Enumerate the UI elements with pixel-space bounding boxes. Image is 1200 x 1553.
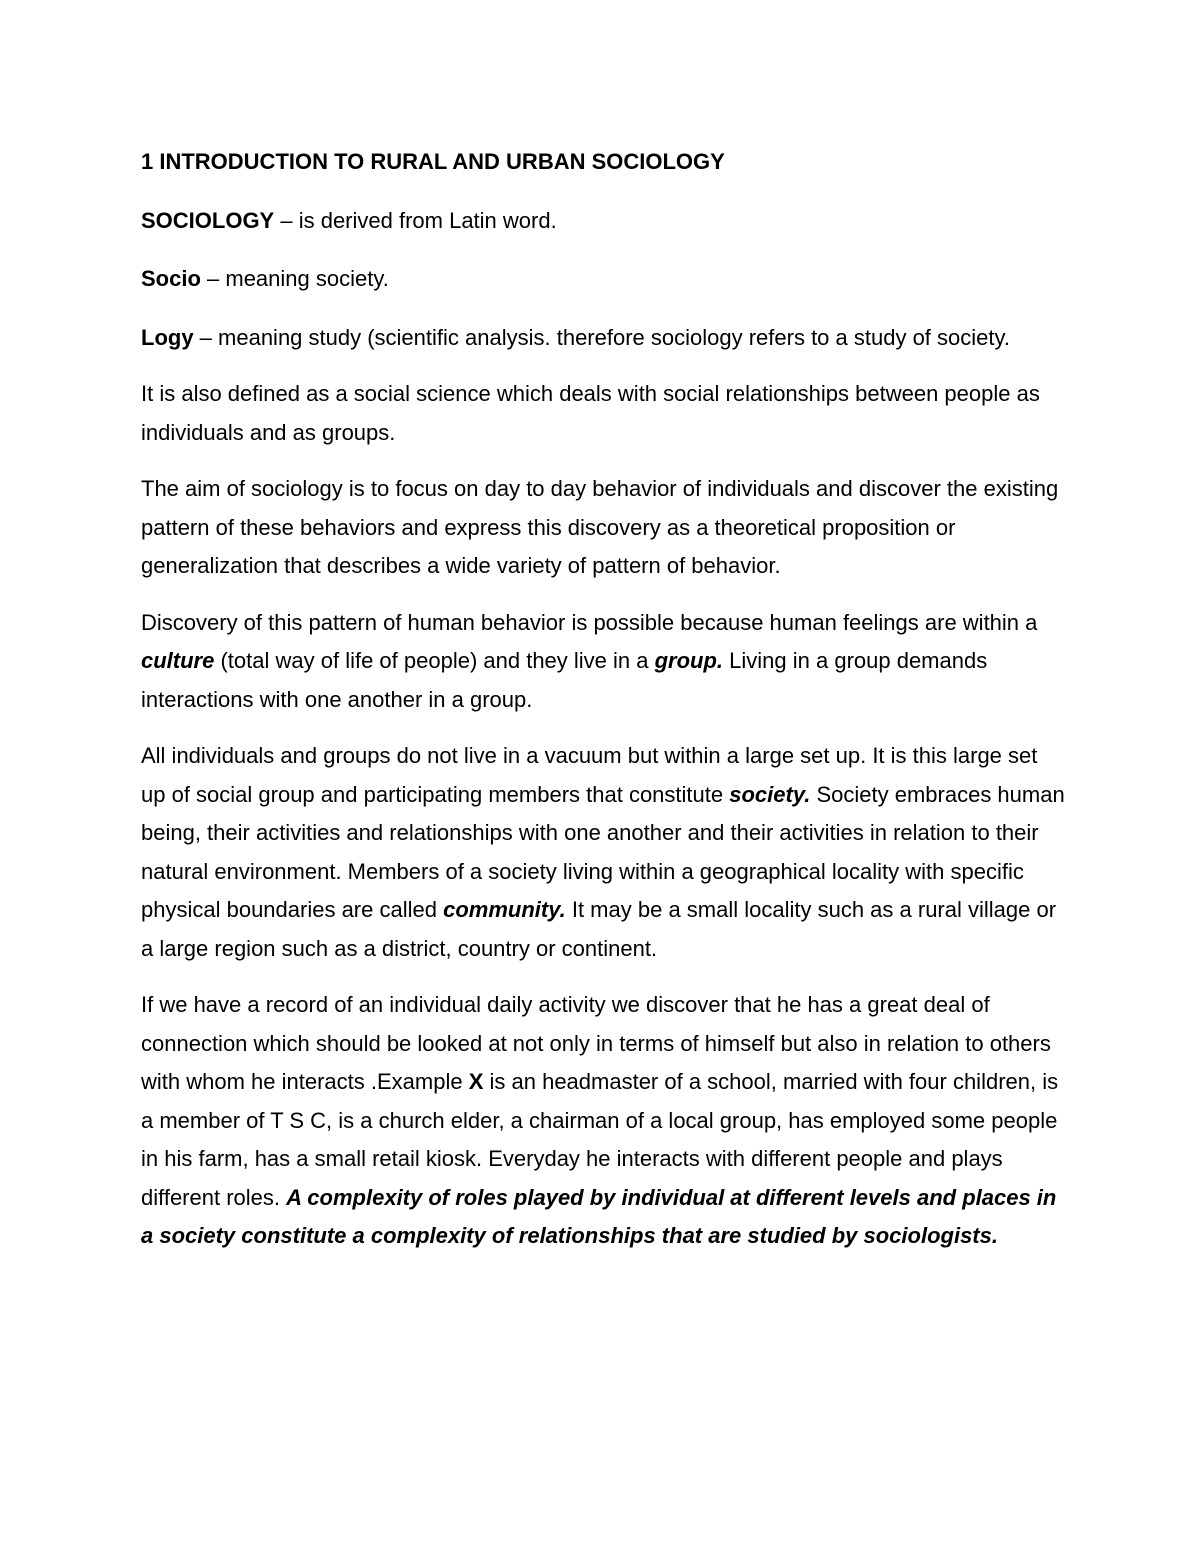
definition-text: – is derived from Latin word. bbox=[274, 207, 557, 233]
term-x: X bbox=[468, 1069, 484, 1094]
term-society: society. bbox=[729, 781, 811, 807]
paragraph-text: All individuals and groups do not live in a vacuum but within a large set up. It is this large set up of social group and participating members that constitute bbox=[141, 743, 1038, 807]
definition-text: – meaning study (scientific analysis. therefore sociology refers to a study of society. bbox=[193, 324, 1010, 350]
definition-term: Socio bbox=[141, 266, 201, 291]
paragraph-text: It may be a small locality such as a rural village or a large region such as a district, country or continent. bbox=[141, 897, 1057, 961]
paragraph-text: (total way of life of people) and they live in a bbox=[214, 648, 655, 673]
emphasis-conclusion: A complexity of roles played by individual at different levels and places in a society constitute a complexity of relationships that are studied by sociologists. bbox=[141, 1184, 1057, 1248]
term-community: community. bbox=[443, 897, 566, 922]
definition-socio bbox=[141, 260, 1066, 299]
term-culture: culture bbox=[141, 648, 215, 673]
paragraph-aim: The aim of sociology is to focus on day to day behavior of individuals and discover the existing pattern of these behaviors and express this discovery as a theoretical proposition or generalization that describes a wide variety of pattern of behavior. bbox=[141, 476, 1059, 578]
paragraph-society bbox=[141, 737, 1066, 968]
paragraph-record bbox=[141, 986, 1066, 1256]
paragraph-text: Discovery of this pattern of human behavior is possible because human feelings are within a bbox=[141, 609, 1038, 635]
paragraph-text: Society embraces human being, their activities and relationships with one another and their activities in relation to their natural environment. Members of a society living within a geographical locality with specific physical boundaries are called bbox=[141, 781, 1065, 922]
definition-sociology bbox=[141, 202, 1066, 241]
definition-logy bbox=[141, 319, 1066, 358]
paragraph-discovery bbox=[141, 604, 1066, 720]
paragraph-defined: It is also defined as a social science which deals with social relationships between people as individuals and as groups. bbox=[141, 381, 1040, 445]
paragraph-text: If we have a record of an individual daily activity we discover that he has a great deal of connection which should be looked at not only in terms of himself but also in relation to others with whom he interacts .Example bbox=[141, 992, 1051, 1094]
document-title: 1 INTRODUCTION TO RURAL AND URBAN SOCIOLOGY bbox=[141, 149, 725, 174]
definition-term: Logy bbox=[141, 324, 194, 350]
definition-term: SOCIOLOGY bbox=[141, 207, 275, 233]
term-group: group. bbox=[654, 648, 724, 673]
paragraph-text: is an headmaster of a school, married with four children, is a member of T S C, is a church elder, a chairman of a local group, has employed some people in his farm, has a small retail kiosk. Everyday he interacts with different people and plays different roles. bbox=[141, 1069, 1059, 1210]
document-body bbox=[141, 143, 1066, 1274]
paragraph-text: Living in a group demands interactions with one another in a group. bbox=[141, 648, 988, 712]
definition-text: – meaning society. bbox=[200, 266, 389, 291]
